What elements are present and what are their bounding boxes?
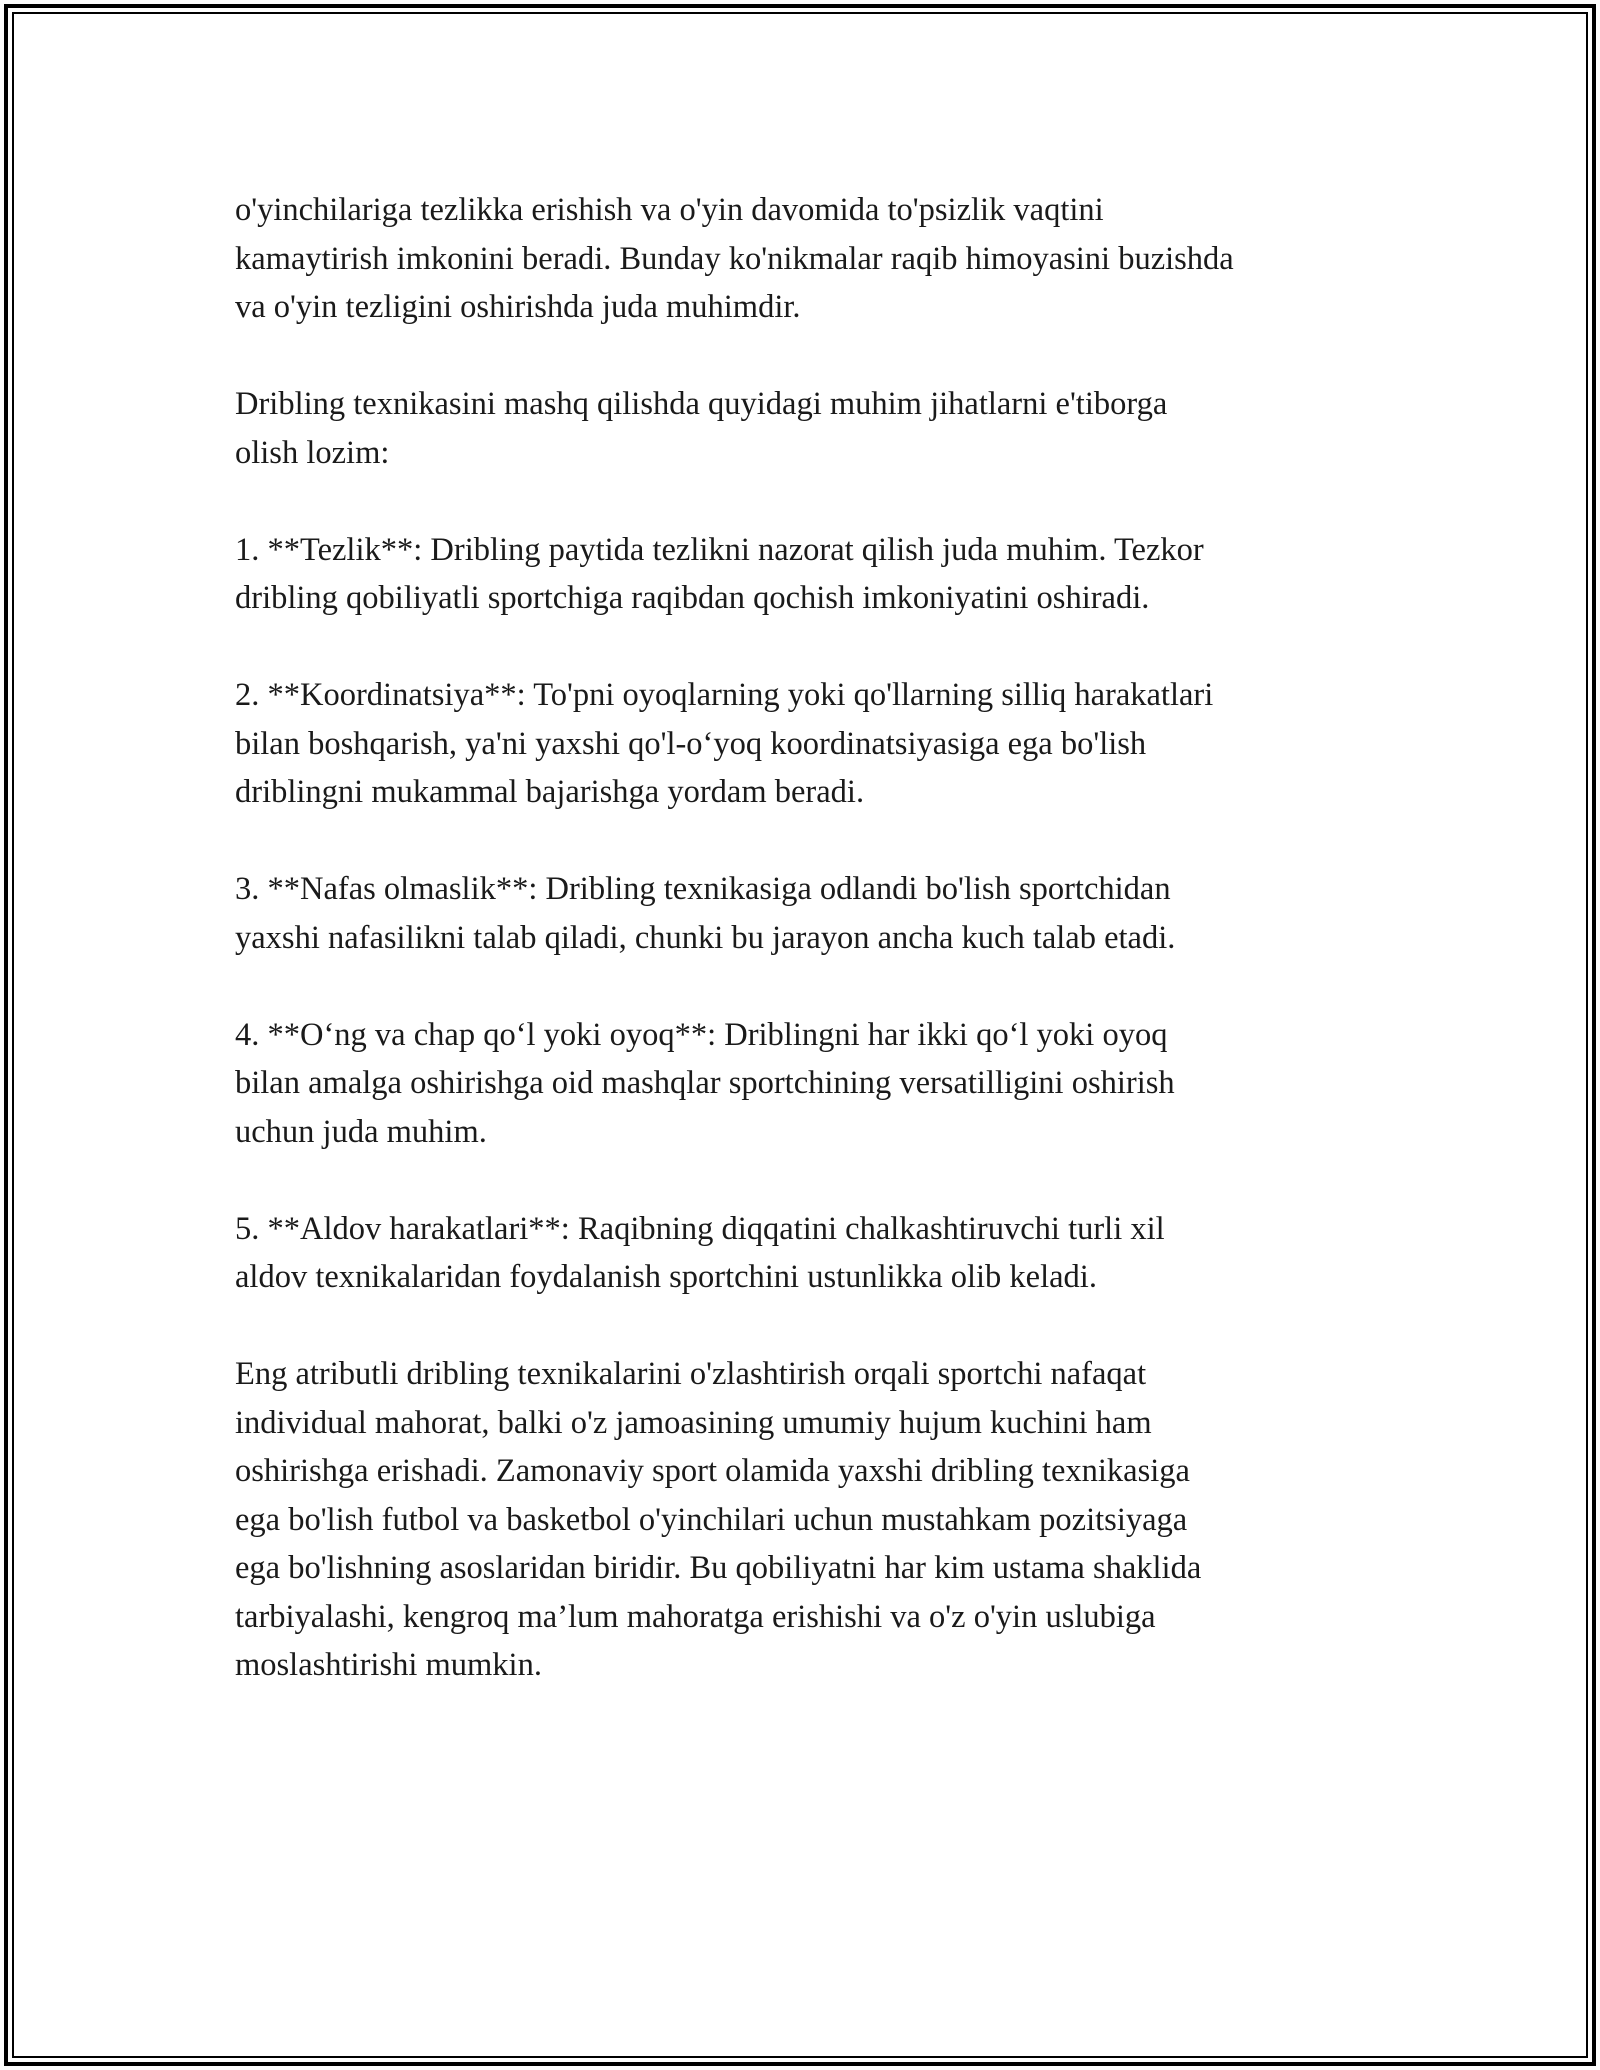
list-item-ong-va-chap: 4. **O‘ng va chap qo‘l yoki oyoq**: Driblingni har ikki qo‘l yoki oyoq bilan amalga oshirishga oid mashqlar sportchining versatilligini oshirish uchun juda muhim. [235,1016,1175,1150]
paragraph-intro-continuation: o'yinchilariga tezlikka erishish va o'yin davomida to'psizlik vaqtini kamaytirish imkonini beradi. Bunday ko'nikmalar raqib himoyasini buzishda va o'yin tezligini oshirishda juda muhimdir. [235,192,1234,325]
list-item-tezlik: 1. **Tezlik**: Dribling paytida tezlikni nazorat qilish juda muhim. Tezkor dribling qobiliyatli sportchiga raqibdan qochish imkoniyatini oshiradi. [235,531,1204,616]
document-body [235,186,1395,1690]
list-item-aldov-harakatlari: 5. **Aldov harakatlari**: Raqibning diqqatini chalkashtiruvchi turli xil aldov texnikalaridan foydalanish sportchini ustunlikka olib keladi. [235,1210,1165,1295]
list-item-nafas-olmaslik: 3. **Nafas olmaslik**: Dribling texnikasiga odlandi bo'lish sportchidan yaxshi nafasilikni talab qiladi, chunki bu jarayon ancha kuch talab etadi. [235,871,1176,956]
paragraph-aspects-intro: Dribling texnikasini mashq qilishda quyidagi muhim jihatlarni e'tiborga olish lozim: [235,386,1168,471]
list-item-koordinatsiya: 2. **Koordinatsiya**: To'pni oyoqlarning yoki qo'llarning silliq harakatlari bilan boshqarish, ya'ni yaxshi qo'l-o‘yoq koordinatsiyasiga ega bo'lish driblingni mukammal bajarishga yordam beradi. [235,677,1214,810]
paragraph-conclusion: Eng atributli dribling texnikalarini o'zlashtirish orqali sportchi nafaqat individual mahorat, balki o'z jamoasining umumiy hujum kuchini ham oshirishga erishadi. Zamonaviy sport olamida yaxshi dribling texnikasiga ega bo'lish futbol va basketbol o'yinchilari uchun mustahkam pozitsiyaga ega bo'lishning asoslaridan biridir. Bu qobiliyatni har kim ustama shaklida tarbiyalashi, kengroq ma’lum mahoratga erishishi va o'z o'yin uslubiga moslashtirishi mumkin. [235,1356,1202,1683]
